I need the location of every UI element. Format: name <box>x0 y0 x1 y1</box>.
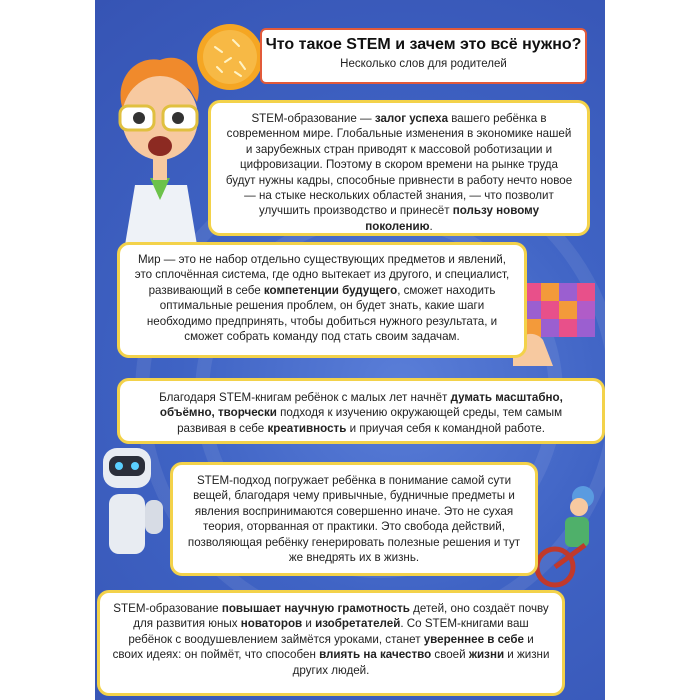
text-block-1 <box>208 100 590 236</box>
text-segment: детей, оно создаёт почву для развития юных <box>133 602 549 631</box>
text-segment: . <box>429 219 433 233</box>
text-segment: Мир — это не набор отдельно существующих предметов и явлений, это сплочённая система, где одно вытекает из другого, и специалист, развивающий в себе <box>134 253 510 297</box>
text-segment: , сможет находить оптимальные решения проблем, он будет знать, какие шаги необходимо предпринять, чтобы добиться нужного результата, и сможет собрать команду под стать своим задачам. <box>146 283 498 344</box>
bold-phrase: думать масштабно, объёмно, творчески <box>159 391 563 420</box>
header-title-box <box>260 28 587 84</box>
text-segment: и своих идеях: он поймёт, что способен <box>112 632 534 662</box>
paragraph <box>225 111 573 234</box>
text-segment: Благодаря STEM-книгам ребёнок с малых лет начнёт <box>159 391 451 404</box>
text-segment: вашего ребёнка в современном мире. Глобальные изменения в экономике нашей и зарубежных стран приводят к массовой роботизации и цифровизации. Поэтому в скором времени на рынке труда будут нужны кадры, способные привнести в работу нечто новое — на стыке нескольких областей знания, — что позволит улучшить производство и принесёт <box>225 112 573 218</box>
scientist-character-illustration <box>105 40 220 245</box>
bicycle-rider-illustration <box>535 485 605 590</box>
page-subtitle: Несколько слов для родителей <box>340 58 507 70</box>
text-segment: и <box>302 617 316 631</box>
text-segment: и жизни других людей. <box>292 648 550 677</box>
bold-phrase: повышает научную грамотность <box>221 602 410 615</box>
page-title: Что такое STEM и зачем это всё нужно? <box>265 36 582 53</box>
text-segment: и приучая себя к командной работе. <box>346 421 545 435</box>
bold-phrase: залог успеха <box>374 112 449 125</box>
text-block-3 <box>117 378 605 444</box>
text-segment: STEM-образование <box>113 602 222 615</box>
text-segment: STEM-подход погружает ребёнка в понимание самой сути вещей, благодаря чему привычные, будничные предметы и явления воспринимаются совершенно иначе. Это не сухая теория, оторванная от практики. Это свобода действий, позволяющая ребёнку генерировать полезные решения и тут же внедрять их в жизнь. <box>187 474 521 565</box>
text-block-5 <box>97 590 565 696</box>
text-block-4 <box>170 462 538 576</box>
bold-phrase: жизни <box>468 648 505 662</box>
bold-phrase: пользу новому поколению <box>365 204 540 233</box>
text-segment: подходя к изучению окружающей среды, тем самым развивая в себе <box>177 406 563 435</box>
text-segment: . Со STEM-книгами ваш ребёнок с воодушевлением займётся уроками, станет <box>128 617 529 646</box>
bold-phrase: увереннее в себе <box>423 632 524 646</box>
page-background <box>95 0 605 700</box>
text-segment: STEM-образование — <box>251 112 375 125</box>
bold-phrase: компетенции будущего <box>263 283 398 297</box>
paragraph <box>112 601 550 678</box>
text-segment: своей <box>431 648 469 662</box>
robot-illustration <box>95 440 170 565</box>
bold-phrase: креативность <box>267 421 347 435</box>
paragraph <box>187 473 521 565</box>
bold-phrase: новаторов <box>240 617 303 631</box>
paragraph <box>132 252 512 344</box>
paragraph <box>136 390 586 436</box>
text-block-2 <box>117 242 527 358</box>
bold-phrase: изобретателей <box>315 617 401 631</box>
bold-phrase: влиять на качество <box>319 648 432 662</box>
